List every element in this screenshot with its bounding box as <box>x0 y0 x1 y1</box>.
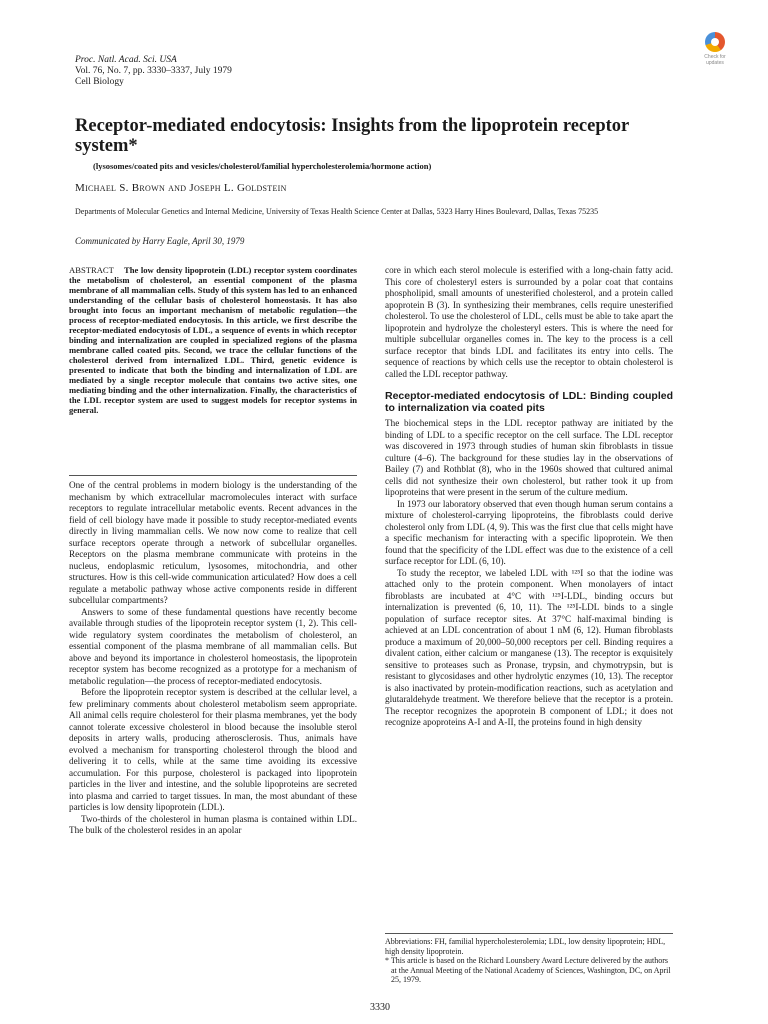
paragraph: In 1973 our laboratory observed that even though human serum contains a mixture of cholesterol-carrying lipoproteins, the fibroblasts could derive cholesterol only from LDL (4, 9). This was the first clue that cells might have a specific mechanism for interacting with a specific lipoprotein. We then found that the specificity of the LDL effect was due to the existence of a cell surface receptor for LDL (6, 10). <box>385 498 673 566</box>
check-for-updates-badge[interactable] <box>697 32 733 66</box>
abstract <box>69 265 357 415</box>
paragraph: Two-thirds of the cholesterol in human plasma is contained within LDL. The bulk of the cholesterol resides in an apolar <box>69 813 357 835</box>
author-affiliation: Departments of Molecular Genetics and Internal Medicine, University of Texas Health Science Center at Dallas, 5323 Harry Hines Boulevard, Dallas, Texas 75235 <box>75 207 599 216</box>
abstract-text: The low density lipoprotein (LDL) receptor system coordinates the metabolism of cholesterol, an essential component of the plasma membrane of all mammalian cells. Study of this system has led to an enhanced understanding of the cellular basis of cholesterol homeostasis. It has also brought into focus an important mechanism of metabolic regulation—the process of receptor-mediated endocytosis. In this article, we first describe the receptor-mediated endocytosis of LDL, a sequence of events in which receptor binding and internalization are coupled in specialized regions of the plasma membrane called coated pits. Second, we trace the cellular functions of the cholesterol derived from internalized LDL. Third, genetic evidence is presented to indicate that both the binding and internalization of LDL are mediated by a single receptor molecule that contains two active sites, one mediating binding and the other internalization. Finally, the characteristics of the LDL receptor system are used to suggest models for receptor systems in general. <box>69 265 357 415</box>
paragraph: Answers to some of these fundamental questions have recently become available through studies of the lipoprotein receptor system (1, 2). This cell-wide regulatory system coordinates the metabolism of cholesterol, an essential component of the plasma membrane of all mammalian cells. But above and beyond its importance in cholesterol homeostasis, the lipoprotein receptor system has become recognized as a prototype for a mechanism of metabolic regulation—the process of receptor-mediated endocytosis. <box>69 606 357 686</box>
article-title: Receptor-mediated endocytosis: Insights from the lipoprotein receptor system* <box>75 116 629 156</box>
article-keywords: (lysosomes/coated pits and vesicles/cholesterol/familial hypercholesterolemia/hormone action) <box>93 161 432 171</box>
journal-volume: Vol. 76, No. 7, pp. 3330–3337, July 1979 <box>75 66 232 76</box>
article-authors: Michael S. Brown and Joseph L. Goldstein <box>75 182 287 194</box>
journal-name: Proc. Natl. Acad. Sci. USA <box>75 55 177 65</box>
left-column <box>69 480 357 837</box>
paragraph: core in which each sterol molecule is esterified with a long-chain fatty acid. This core of cholesteryl esters is surrounded by a polar coat that contains phospholipid, small amounts of unesterified cholesterol, and a protein called apoprotein B (3). In synthesizing their membranes, cells require unesterified cholesterol. To use the cholesterol of LDL, cells must be able to take apart the lipoprotein and hydrolyze the cholesteryl esters. This is where the need for multiple subcellular organelles comes in. The key to the process is a cell surface receptor that binds LDL and facilitates its entry into cells. The sequence of reactions by which cells use the receptor to obtain cholesterol is called the LDL receptor pathway. <box>385 265 673 379</box>
footnotes <box>385 933 673 985</box>
section-heading: Receptor-mediated endocytosis of LDL: Binding coupled to internalization via coated pits <box>385 390 673 414</box>
footnote-star: * This article is based on the Richard Lounsbery Award Lecture delivered by the authors at the Annual Meeting of the National Academy of Sciences, Washington, DC, on April 25, 1979. <box>385 956 671 985</box>
paragraph: One of the central problems in modern biology is the understanding of the mechanism by which extracellular macromolecules interact with surface receptors to regulate intracellular metabolic events. Recent advances in the field of cell biology have made it possible to study receptor-mediated events directly in living mammalian cells. We now now come to realize that cell surface receptors operate through a network of subcellular organelles. Receptors on the plasma membrane communicate with proteins in the nucleus, endoplasmic reticulum, lysosomes, mitochondria, and other structures. How is this cell-wide communication articulated? How does a cell regulate a metabolic pathway whose active components reside in different subcellular compartments? <box>69 480 357 605</box>
footnote-abbreviations: Abbreviations: FH, familial hypercholesterolemia; LDL, low density lipoprotein; HDL, high density lipoprotein. <box>385 937 666 956</box>
check-for-updates-label: Check for updates <box>704 54 726 66</box>
journal-header <box>75 55 232 88</box>
paragraph: To study the receptor, we labeled LDL with ¹²⁵I so that the iodine was attached only to the protein component. When monolayers of intact fibroblasts are incubated at 4°C with ¹²⁵I-LDL, binding occurs but internalization is prevented (6, 10, 11). The ¹²⁵I-LDL binds to a single population of surface receptor sites. At 37°C half-maximal binding is achieved at an LDL concentration of about 1 nM (6, 12). Human fibroblasts produce a maximum of 20,000–50,000 receptors per cell. Binding requires a divalent cation, either calcium or manganese (13). The receptor is exquisitely sensitive to proteases such as Pronase, trypsin, and chymotrypsin, but is resistant to glycosidases and other hydrolytic enzymes (10, 13). The receptor is also inactivated by protein-modification reactions, such as acetylation and glutaraldehyde treatment. We therefore believe that the receptor is a protein. The receptor recognizes the apoprotein B component of LDL; it does not recognize apoproteins A-I and A-II, the proteins found in high density <box>385 567 673 727</box>
abstract-divider <box>69 475 357 476</box>
page-number: 3330 <box>370 1002 390 1013</box>
paragraph: Before the lipoprotein receptor system is described at the cellular level, a few preliminary comments about cholesterol metabolism seem appropriate. All animal cells require cholesterol for their plasma membranes, yet the body cannot tolerate excessive cholesterol in blood because the insoluble sterol deposits in artery walls, producing atherosclerosis. Thus, animals have evolved a mechanism for transporting cholesterol through the blood and delivering it to cells, while at the same time avoiding its excessive accumulation. For this purpose, cholesterol is packaged into lipoprotein particles in the liver and intestine, and the soluble lipoproteins are secreted into plasma and carried to target tissues. In man, the most abundant of these particles is low density lipoprotein (LDL). <box>69 687 357 812</box>
journal-section: Cell Biology <box>75 77 124 87</box>
right-column <box>385 265 673 729</box>
check-for-updates-icon <box>705 32 725 52</box>
communicated-by: Communicated by Harry Eagle, April 30, 1979 <box>75 236 245 246</box>
abstract-label: ABSTRACT <box>69 265 114 275</box>
paragraph: The biochemical steps in the LDL receptor pathway are initiated by the binding of LDL to a specific receptor on the cell surface. The LDL receptor was discovered in 1973 through studies of human skin fibroblasts in tissue culture (4–6). The background for these studies lay in the observations of Bailey (7) and Rothblat (8), who in the 1960s showed that cultured animal cells did not synthesize their own cholesterol, but rather took it up from lipoproteins that were present in the serum of the culture medium. <box>385 418 673 497</box>
